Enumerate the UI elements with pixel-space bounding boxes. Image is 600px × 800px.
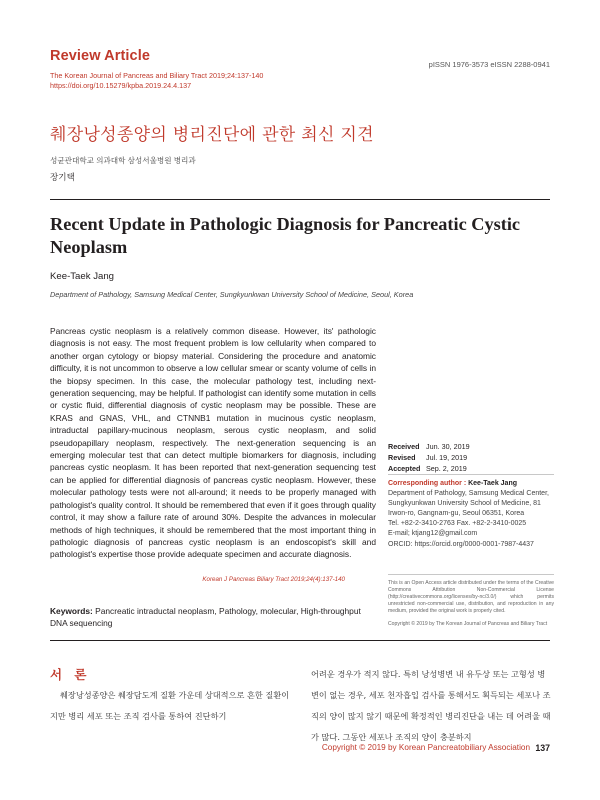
english-author: Kee-Taek Jang [50, 271, 114, 282]
side-divider [388, 574, 554, 575]
keywords [50, 605, 376, 630]
date-received: Received Jun. 30, 2019 [388, 442, 470, 451]
corr-orcid[interactable]: ORCID: https://orcid.org/0000-0001-7987-4437 [388, 540, 534, 548]
citation: Korean J Pancreas Biliary Tract 2019;24(4):137-140 [202, 576, 345, 583]
keywords-text: Pancreatic intraductal neoplasm, Pathology, molecular, High-throughput DNA sequencing [50, 606, 361, 629]
body-text-left: 췌장낭성종양은 췌장담도계 질환 가운데 상대적으로 흔한 질환이지만 병리 세포 또는 조직 검사를 통하여 진단하기 [50, 690, 290, 721]
corresponding-author [388, 479, 553, 550]
corr-line: Department of Pathology, Samsung Medical Center, [388, 490, 549, 498]
korean-affiliation: 성균관대학교 의과대학 삼성서울병원 병리과 [50, 156, 196, 165]
footer-copyright: Copyright © 2019 by Korean Pancreatobiliary Association [321, 743, 530, 752]
english-title: Recent Update in Pathologic Diagnosis for Pancreatic Cystic Neoplasm [50, 214, 521, 257]
corr-line: Sungkyunkwan University School of Medicine, 81 [388, 500, 541, 508]
english-affiliation: Department of Pathology, Samsung Medical Center, Sungkyunkwan University School of Medicine, Seoul, Korea [50, 290, 414, 299]
section-divider [50, 640, 550, 641]
korean-author: 장기택 [50, 172, 75, 182]
article-type: Review Article [50, 48, 150, 64]
license-text: This is an Open Access article distributed under the terms of the Creative Commons Attribution Non-Commercial License (http://creativecommons.org/licenses/by-nc/3.0/) which permits unrestricted non-commercial use, distribution, and reproduction in any medium, provided the original work is properly cited. [388, 580, 554, 614]
doi-link[interactable]: https://doi.org/10.15279/kpba.2019.24.4.137 [50, 81, 192, 90]
journal-copyright: Copyright © 2019 by The Korean Journal of Pancreas and Biliary Tract [388, 621, 548, 627]
corresponding-name: Kee-Taek Jang [468, 480, 517, 487]
keywords-label: Keywords: [50, 606, 93, 616]
corr-line: Tel. +82-2-3410-2763 Fax. +82-2-3410-0025 [388, 520, 527, 528]
side-divider [388, 474, 554, 475]
issn: pISSN 1976-3573 eISSN 2288-0941 [428, 60, 550, 69]
body-text-right: 어려운 경우가 적지 않다. 특히 낭성병변 내 유두상 또는 고형성 병변이 없는 경우, 세포 천자흡입 검사를 통해서도 획득되는 세포나 조직의 양이 많지 않기 때문에 확정적인 병리진단을 내는 데 어려울 때가 많다. 그동안 세포나 조직의 양이 충분하지 [311, 669, 551, 742]
date-revised: Revised Jul. 19, 2019 [388, 453, 468, 462]
corresponding-label: Corresponding author : [388, 480, 469, 487]
journal-citation: The Korean Journal of Pancreas and Biliary Tract 2019;24:137-140 [50, 71, 264, 80]
date-accepted: Accepted Sep. 2, 2019 [388, 464, 467, 473]
page-number: 137 [535, 743, 550, 753]
title-divider [50, 199, 550, 200]
abstract: Pancreas cystic neoplasm is a relatively common disease. However, its' pathologic diagnosis is not easy. The most frequent problem is low cellularity when compared to another organ cytology or biopsy material. Considering the procedure and anatomic difficulty, it is not uncommon to observe a low cellular smear or scanty volume of cells in the biopsy specimen. In this case, the molecular pathology test, including next-generation sequencing, may be helpful. If pathologist can identify some mutation in cells or cystic fluid, differential diagnosis of cystic neoplasm may be possible. These are KRAS and GNAS, VHL, and CTNNB1 mutation in mucinous cystic neoplasm, intraductal papillary-mucinous neoplasm, serous cystic neoplasm, and solid pseudopapillary neoplasm, respectively. The next-generation sequencing is an emerging molecular test that can detect multiple biomarkers for diagnosis, including pancreas cystic neoplasm. It has been reported that next-generation sequencing test can be applied for differential diagnosis of pancreas cystic neoplasm. However, these molecular pathology tests were not all-around; it needs to be properly managed with pathologist's quality control. It should be remembered that even if it goes through quality control, it may show a failure rate of around 30%. Despite the advances in molecular methods of high techniques, it should be remembered that the most important thing in pathologic diagnosis of pancreas cystic neoplasm is an endoscopist's skill and pathologist's expertise those provide adequate specimen and accurate diagnosis. [50, 326, 376, 560]
corr-email[interactable]: E-mail; ktjang12@gmail.com [388, 530, 478, 538]
corr-line: Irwon-ro, Gangnam-gu, Seoul 06351, Korea [388, 510, 525, 518]
dates-block [388, 441, 470, 474]
section-heading: 서 론 [50, 667, 91, 682]
korean-title: 췌장낭성종양의 병리진단에 관한 최신 지견 [50, 125, 374, 145]
